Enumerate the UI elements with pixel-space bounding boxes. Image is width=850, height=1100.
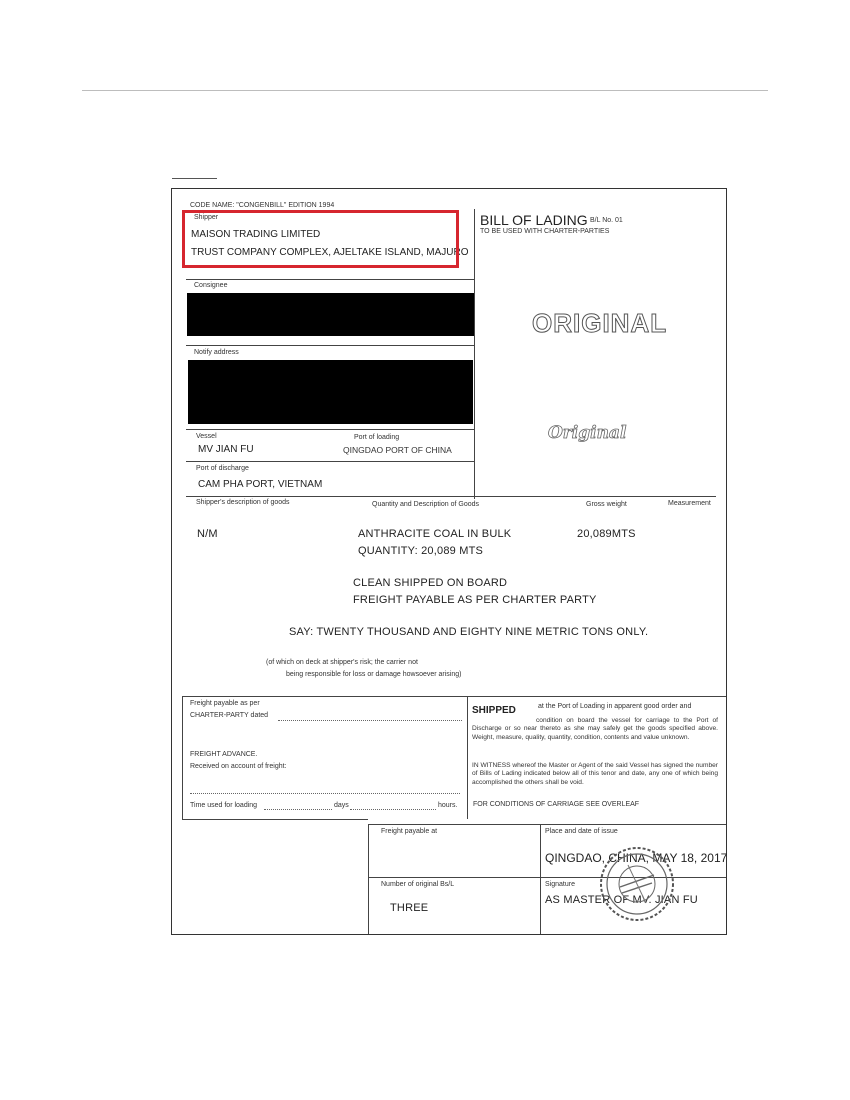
witness-paragraph: IN WITNESS whereof the Master or Agent of the said Vessel has signed the number of Bills of Lading indicated below all of this tenor and date, any one of which being accomplished the others shall be void. <box>472 762 718 786</box>
freight-payable-at-label: Freight payable at <box>381 828 438 835</box>
shipped-paragraph: condition on board the vessel for carriage to the Port of Discharge or so near thereto as she may safely get the goods specified above. Weight, measure, quality, quantity, condition, contents and value unknown. <box>472 717 718 741</box>
shipped-line-1: at the Port of Loading in apparent good order and <box>538 703 692 710</box>
goods-quantity: QUANTITY: 20,089 MTS <box>358 545 484 557</box>
code-name: CODE NAME: "CONGENBILL" EDITION 1994 <box>190 202 335 209</box>
place-date-label: Place and date of issue <box>545 828 618 835</box>
freight-shipped-divider <box>467 696 468 819</box>
vessel-label: Vessel <box>196 433 217 440</box>
signature-label: Signature <box>545 881 575 888</box>
page-top-rule <box>82 90 768 91</box>
time-used-days-line <box>264 809 332 810</box>
freight-received-line <box>190 793 460 794</box>
col-gross-weight: Gross weight <box>586 501 627 508</box>
bl-number: B/L No. 01 <box>590 217 623 224</box>
received-on-account: Received on account of freight: <box>190 763 287 770</box>
doc-title: BILL OF LADING <box>480 212 588 228</box>
vessel-value: MV JIAN FU <box>198 444 254 455</box>
port-loading-label: Port of loading <box>354 434 400 441</box>
vessel-bottom-line <box>186 461 474 462</box>
company-seal-stamp <box>598 845 676 923</box>
gross-weight-value: 20,089MTS <box>577 528 636 540</box>
marks-value: N/M <box>197 528 218 540</box>
notify-bottom-line <box>186 429 474 430</box>
freight-left-border <box>182 696 183 819</box>
port-discharge-label: Port of discharge <box>196 465 249 472</box>
clean-shipped-text: CLEAN SHIPPED ON BOARD <box>353 577 508 589</box>
shipped-label: SHIPPED <box>472 705 516 716</box>
freight-payable-text: FREIGHT PAYABLE AS PER CHARTER PARTY <box>353 594 597 606</box>
bottom-boxes-top-line <box>368 824 726 825</box>
upper-column-divider <box>474 209 475 499</box>
deck-note-line-1: (of which on deck at shipper's risk; the carrier not <box>266 659 418 666</box>
time-used-label: Time used for loading <box>190 802 258 809</box>
deck-note-line-2: being responsible for loss or damage howsoever arising) <box>286 671 462 678</box>
freight-top-line <box>182 696 726 697</box>
say-amount-text: SAY: TWENTY THOUSAND AND EIGHTY NINE METRIC TONS ONLY. <box>289 626 649 638</box>
shipper-name: MAISON TRADING LIMITED <box>191 229 321 240</box>
goods-header-top-line <box>186 496 716 497</box>
time-used-hours-line <box>350 809 436 810</box>
shipper-highlight-box <box>182 210 459 268</box>
num-original-label: Number of original Bs/L <box>381 881 455 888</box>
shipper-address: TRUST COMPANY COMPLEX, AJELTAKE ISLAND, MAJURO <box>191 247 469 258</box>
charter-party-date-line <box>278 720 462 721</box>
doc-subtitle: TO BE USED WITH CHARTER-PARTIES <box>480 228 610 235</box>
port-loading-value: QINGDAO PORT OF CHINA <box>343 445 452 455</box>
hours-label: hours. <box>438 802 458 809</box>
col-measurement: Measurement <box>668 500 711 507</box>
shipper-label: Shipper <box>194 214 219 221</box>
bill-of-lading-document <box>171 188 727 935</box>
num-original-value: THREE <box>390 902 429 914</box>
freight-advance: FREIGHT ADVANCE. <box>190 751 258 758</box>
consignee-label: Consignee <box>194 282 228 289</box>
freight-payable-as-per: Freight payable as per <box>190 700 260 707</box>
consignee-redaction <box>187 293 474 336</box>
original-stamp: ORIGINAL <box>532 308 668 338</box>
freight-bottom-line <box>182 819 368 820</box>
port-discharge-value: CAM PHA PORT, VIETNAM <box>198 479 323 490</box>
goods-description: ANTHRACITE COAL IN BULK <box>358 528 512 540</box>
col-shipper-description: Shipper's description of goods <box>196 499 290 506</box>
notify-redaction <box>188 360 473 424</box>
days-label: days <box>334 802 349 809</box>
charter-party-dated: CHARTER-PARTY dated <box>190 712 269 719</box>
original-script-stamp: Original <box>548 423 627 443</box>
notify-label: Notify address <box>194 349 239 356</box>
page-short-rule <box>172 178 217 179</box>
signature-value: AS MASTER OF MV. JIAN FU <box>545 894 698 906</box>
col-quantity-description: Quantity and Description of Goods <box>372 501 480 508</box>
shipper-bottom-line <box>186 279 474 280</box>
bottom-boxes-left-border <box>368 824 369 934</box>
consignee-bottom-line <box>186 345 474 346</box>
conditions-overleaf: FOR CONDITIONS OF CARRIAGE SEE OVERLEAF <box>473 801 640 808</box>
place-date-value: QINGDAO, CHINA, MAY 18, 2017 <box>545 851 728 865</box>
bottom-boxes-middle-divider <box>540 824 541 934</box>
